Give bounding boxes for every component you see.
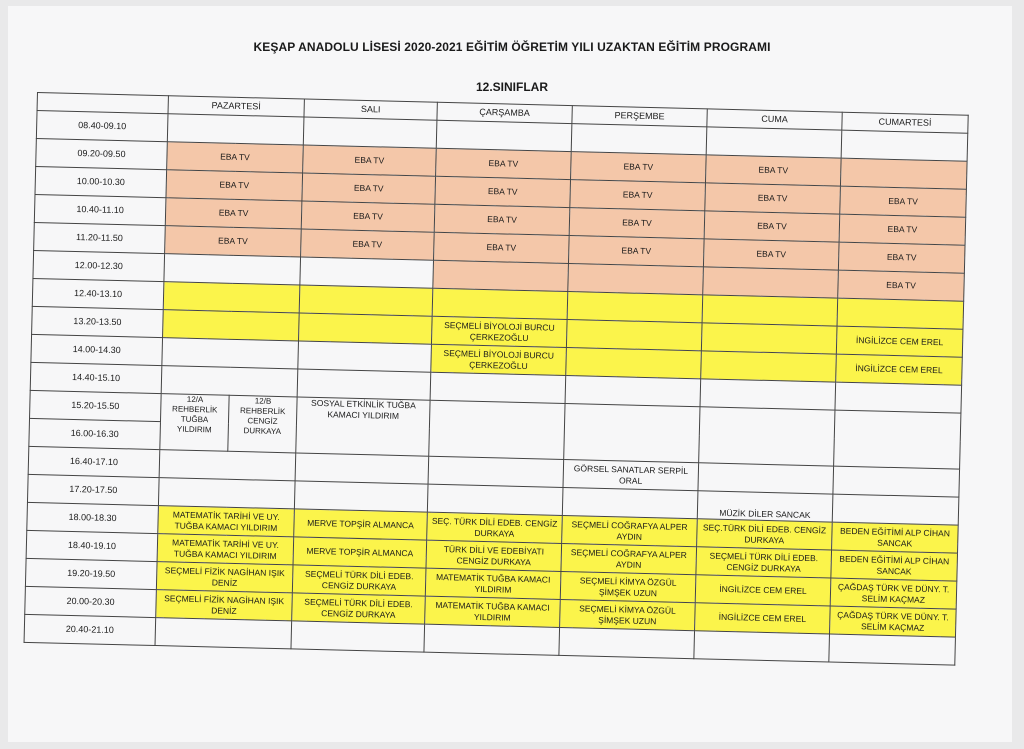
empty-cell (294, 481, 428, 512)
lesson-cell: MÜZİK DİLER SANCAK (697, 491, 833, 522)
time-cell: 13.20-13.50 (32, 306, 164, 337)
time-cell: 14.40-15.10 (30, 362, 162, 393)
empty-cell (566, 348, 702, 379)
eba-cell: EBA TV (838, 242, 965, 273)
lesson-cell: TÜRK DİLİ VE EDEBİYATI CENGİZ DURKAYA (426, 540, 562, 571)
time-cell: 19.20-19.50 (25, 558, 157, 589)
eba-cell: EBA TV (166, 170, 303, 201)
empty-cell (424, 624, 560, 655)
eba-cell: EBA TV (703, 239, 839, 270)
lesson-cell (300, 257, 434, 288)
day-header: PAZARTESİ (168, 96, 304, 117)
eba-cell: EBA TV (435, 176, 571, 207)
empty-cell (829, 634, 956, 665)
lesson-cell: ÇAĞDAŞ TÜRK VE DÜNY. T. SELİM KAÇMAZ (829, 606, 956, 637)
lesson-cell (167, 114, 304, 145)
lesson-cell: MERVE TOPŞİR ALMANCA (293, 537, 427, 568)
empty-cell (298, 341, 432, 372)
lesson-cell: İNGİLİZCE CEM EREL (695, 603, 831, 634)
lesson-cell (436, 120, 572, 151)
empty-cell (840, 158, 967, 189)
empty-cell (566, 320, 702, 351)
empty-cell (295, 453, 429, 484)
time-cell: 17.20-17.50 (27, 474, 159, 505)
empty-cell (699, 407, 835, 466)
lesson-cell: SEÇMELİ TÜRK DİLİ EDEB. CENGİZ DURKAYA (292, 593, 426, 624)
day-header: CUMARTESİ (842, 112, 968, 133)
empty-cell (430, 372, 566, 403)
lesson-cell: SOSYAL ETKİNLİK TUĞBA KAMACI YILDIRIM (296, 397, 430, 456)
eba-cell: EBA TV (165, 198, 302, 229)
day-header: PERŞEMBE (572, 106, 707, 127)
lesson-cell: 12/B REHBERLİK CENGİZ DURKAYA (228, 395, 297, 453)
lesson-cell: SEÇ.TÜRK DİLİ EDEB. CENGİZ DURKAYA (697, 519, 833, 550)
time-cell: 16.00-16.30 (29, 418, 161, 449)
empty-cell (162, 338, 299, 369)
empty-cell (834, 410, 961, 469)
eba-cell: EBA TV (568, 236, 704, 267)
day-header: ÇARŞAMBA (437, 102, 572, 123)
lesson-cell: ÇAĞDAŞ TÜRK VE DÜNY. T. SELİM KAÇMAZ (830, 578, 957, 609)
lesson-cell: MATEMATİK TUĞBA KAMACI YILDIRIM (425, 568, 561, 599)
time-cell: 18.40-19.10 (26, 530, 158, 561)
empty-cell (568, 264, 704, 295)
lesson-cell: SEÇMELİ KİMYA ÖZGÜL ŞİMŞEK UZUN (560, 571, 696, 602)
lesson-cell: SEÇMELİ TÜRK DİLİ EDEB. CENGİZ DURKAYA (292, 565, 426, 596)
lesson-cell: MATEMATİK TARİHİ VE UY. TUĞBA KAMACI YILDIRIM (158, 506, 295, 537)
empty-cell (559, 627, 695, 658)
lesson-cell (841, 130, 968, 161)
lesson-cell: SEÇ. TÜRK DİLİ EDEB. CENGİZ DURKAYA (427, 512, 563, 543)
empty-cell (429, 400, 565, 459)
page-title: KEŞAP ANADOLU LİSESİ 2020-2021 EĞİTİM ÖĞRETİM YILI UZAKTAN EĞİTİM PROGRAMI (253, 40, 771, 54)
lesson-cell: SEÇMELİ COĞRAFYA ALPER AYDIN (561, 543, 697, 574)
eba-cell: EBA TV (840, 186, 967, 217)
eba-cell: EBA TV (165, 226, 302, 257)
time-cell: 16.40-17.10 (28, 446, 160, 477)
eba-cell: EBA TV (571, 152, 707, 183)
lesson-cell: İNGİLİZCE CEM EREL (836, 354, 963, 385)
page-subtitle: 12.SINIFLAR (475, 80, 548, 94)
empty-cell (702, 295, 838, 326)
lesson-cell: SEÇMELİ BİYOLOJİ BURCU ÇERKEZOĞLU (431, 344, 567, 375)
empty-cell (698, 463, 834, 494)
empty-cell (299, 285, 433, 316)
lesson-cell: SEÇMELİ BİYOLOJİ BURCU ÇERKEZOĞLU (431, 316, 567, 347)
time-cell: 08.40-09.10 (36, 111, 168, 142)
empty-cell (701, 323, 837, 354)
empty-cell (832, 494, 959, 525)
eba-cell: EBA TV (434, 232, 570, 263)
lesson-cell (571, 124, 707, 155)
empty-cell (835, 382, 962, 413)
empty-cell (433, 260, 569, 291)
empty-cell (161, 366, 298, 397)
time-cell: 10.00-10.30 (35, 166, 167, 197)
empty-cell (833, 466, 960, 497)
empty-cell (564, 403, 700, 462)
lesson-cell: MATEMATİK TARİHİ VE UY. TUĞBA KAMACI YILDIRIM (157, 534, 294, 565)
lesson-cell: 12/A REHBERLİK TUĞBA YILDIRIM (160, 394, 229, 452)
empty-cell (298, 313, 432, 344)
empty-cell (155, 618, 292, 649)
empty-cell (427, 484, 563, 515)
lesson-cell (303, 117, 437, 148)
eba-cell: EBA TV (301, 201, 435, 232)
empty-cell (158, 478, 295, 509)
time-cell: 12.40-13.10 (32, 278, 164, 309)
lesson-cell: GÖRSEL SANATLAR SERPİL ORAL (563, 459, 699, 490)
eba-cell: EBA TV (570, 180, 706, 211)
lesson-cell: BEDEN EĞİTİMİ ALP CİHAN SANCAK (832, 522, 959, 553)
time-cell: 14.00-14.30 (31, 334, 163, 365)
lesson-cell: SEÇMELİ FİZİK NAGİHAN IŞIK DENİZ (156, 590, 293, 621)
eba-cell: EBA TV (705, 155, 841, 186)
time-cell: 18.00-18.30 (27, 502, 159, 533)
day-header: CUMA (707, 109, 842, 130)
empty-cell (432, 288, 568, 319)
empty-cell (163, 282, 300, 313)
time-cell: 20.40-21.10 (24, 614, 156, 645)
empty-cell (297, 369, 431, 400)
lesson-cell: SEÇMELİ COĞRAFYA ALPER AYDIN (562, 515, 698, 546)
empty-cell (291, 621, 425, 652)
lesson-cell: İNGİLİZCE CEM EREL (836, 326, 963, 357)
eba-cell: EBA TV (704, 211, 840, 242)
lesson-cell: MATEMATİK TUĞBA KAMACI YILDIRIM (425, 596, 561, 627)
time-cell: 12.00-12.30 (33, 250, 165, 281)
lesson-cell: MERVE TOPŞİR ALMANCA (294, 509, 428, 540)
empty-cell (694, 631, 830, 662)
eba-cell: EBA TV (303, 145, 437, 176)
lesson-cell: İNGİLİZCE CEM EREL (695, 575, 831, 606)
lesson-cell (706, 127, 842, 158)
time-cell: 10.40-11.10 (34, 194, 166, 225)
time-cell: 11.20-11.50 (34, 222, 166, 253)
lesson-cell: SEÇMELİ KİMYA ÖZGÜL ŞİMŞEK UZUN (560, 599, 696, 630)
time-cell: 20.00-20.30 (25, 586, 157, 617)
empty-cell (567, 292, 703, 323)
lesson-cell (164, 254, 301, 285)
empty-cell (163, 310, 300, 341)
time-cell: 15.20-15.50 (30, 390, 162, 421)
eba-cell: EBA TV (838, 270, 965, 301)
empty-cell (700, 379, 836, 410)
empty-cell (428, 456, 564, 487)
eba-cell: EBA TV (302, 173, 436, 204)
lesson-cell: SEÇMELİ FİZİK NAGİHAN IŞIK DENİZ (156, 562, 293, 593)
empty-cell (701, 351, 837, 382)
schedule-grid (22, 92, 967, 711)
eba-cell: EBA TV (167, 142, 304, 173)
eba-cell: EBA TV (436, 148, 572, 179)
schedule-table (24, 92, 969, 666)
eba-cell: EBA TV (301, 229, 435, 260)
empty-cell (159, 450, 296, 481)
eba-cell: EBA TV (569, 208, 705, 239)
lesson-cell: BEDEN EĞİTİMİ ALP CİHAN SANCAK (831, 550, 958, 581)
lesson-cell: SEÇMELİ TÜRK DİLİ EDEB. CENGİZ DURKAYA (696, 547, 832, 578)
eba-cell: EBA TV (434, 204, 570, 235)
time-cell: 09.20-09.50 (36, 138, 168, 169)
eba-cell: EBA TV (705, 183, 841, 214)
eba-cell: EBA TV (839, 214, 966, 245)
empty-cell (703, 267, 839, 298)
empty-cell (562, 487, 698, 518)
day-header: SALI (304, 99, 437, 120)
empty-cell (837, 298, 964, 329)
empty-cell (565, 376, 701, 407)
